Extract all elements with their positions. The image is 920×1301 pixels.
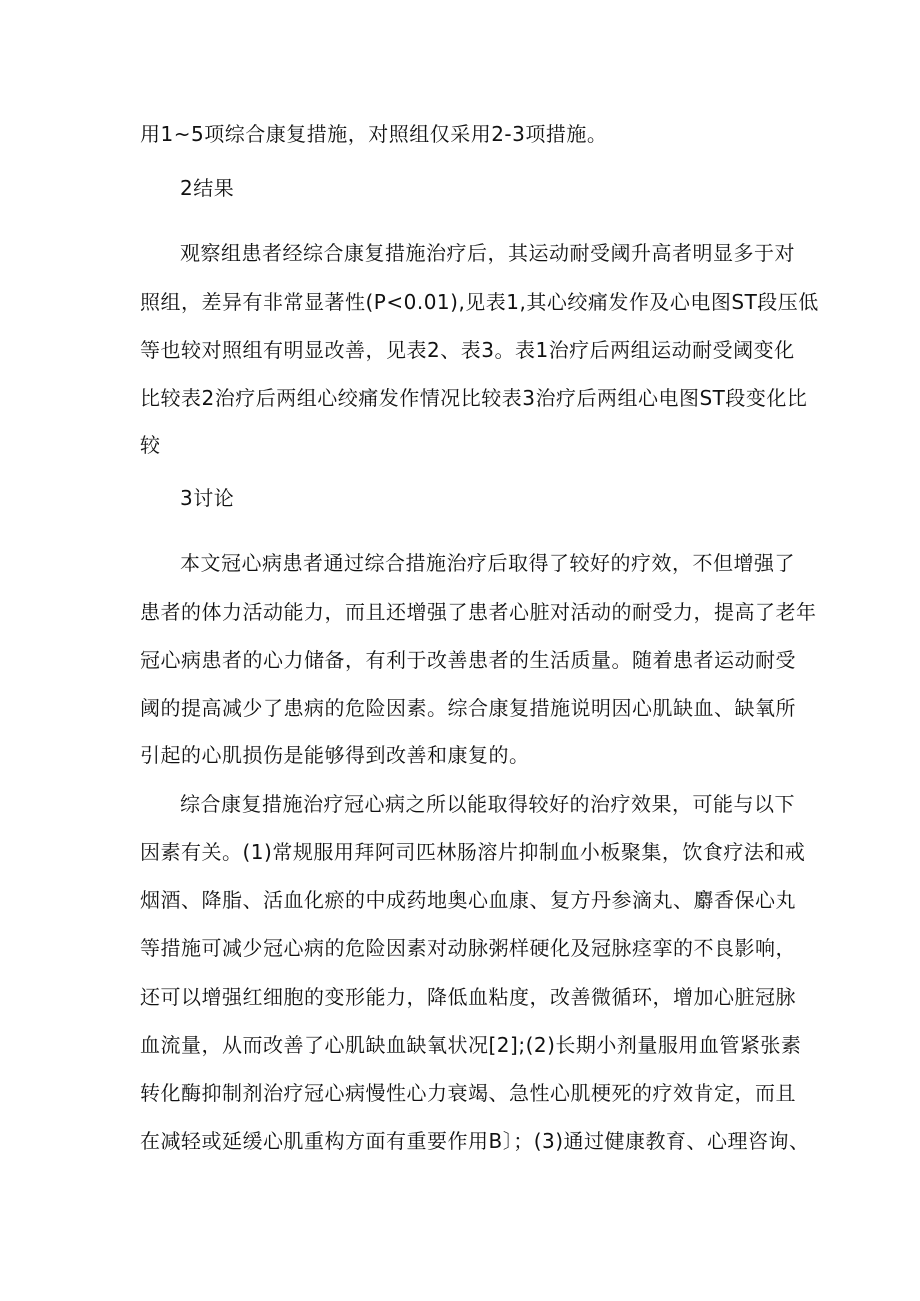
text-line: 引起的心肌损伤是能够得到改善和康复的。 [140, 743, 530, 767]
text-line: 等措施可减少冠心病的危险因素对动脉粥样硬化及冠脉痉挛的不良影响， [140, 936, 796, 960]
text-line: 在减轻或延缓心肌重构方面有重要作用B〕；(3)通过健康教育、心理咨询、 [140, 1129, 810, 1153]
text-line: 患者的体力活动能力，而且还增强了患者心脏对活动的耐受力，提高了老年 [140, 600, 817, 624]
text-line: 血流量，从而改善了心肌缺血缺氧状况[2];(2)长期小剂量服用血管紧张素 [140, 1033, 802, 1057]
text-line: 本文冠心病患者通过综合措施治疗后取得了较好的疗效，不但增强了 [180, 551, 795, 575]
text-line: 综合康复措施治疗冠心病之所以能取得较好的治疗效果，可能与以下 [180, 792, 795, 816]
text-line: 等也较对照组有明显改善，见表2、表3。表1治疗后两组运动耐受阈变化 [140, 338, 795, 362]
text-line: 冠心病患者的心力储备，有利于改善患者的生活质量。随着患者运动耐受 [140, 648, 796, 672]
text-line: 观察组患者经综合康复措施治疗后，其运动耐受阈升高者明显多于对 [180, 241, 795, 265]
section-heading: 3讨论 [180, 486, 235, 510]
text-line: 转化酶抑制剂治疗冠心病慢性心力衰竭、急性心肌梗死的疗效肯定，而且 [140, 1081, 796, 1105]
text-line: 用1~5项综合康复措施，对照组仅采用2-3项措施。 [140, 122, 608, 146]
text-line: 比较表2治疗后两组心绞痛发作情况比较表3治疗后两组心电图ST段变化比 [140, 386, 808, 410]
text-line: 照组，差异有非常显著性(P<0.01),见表1,其心绞痛发作及心电图ST段压低 [140, 290, 819, 314]
text-line: 烟酒、降脂、活血化瘀的中成药地奥心血康、复方丹参滴丸、麝香保心丸 [140, 888, 796, 912]
text-line: 还可以增强红细胞的变形能力，降低血粘度，改善微循环，增加心脏冠脉 [140, 985, 796, 1009]
text-line: 较 [140, 433, 161, 457]
section-heading: 2结果 [180, 176, 235, 200]
text-line: 因素有关。(1)常规服用拜阿司匹林肠溶片抑制血小板聚集，饮食疗法和戒 [140, 840, 806, 864]
text-line: 阈的提高减少了患病的危险因素。综合康复措施说明因心肌缺血、缺氧所 [140, 696, 796, 720]
